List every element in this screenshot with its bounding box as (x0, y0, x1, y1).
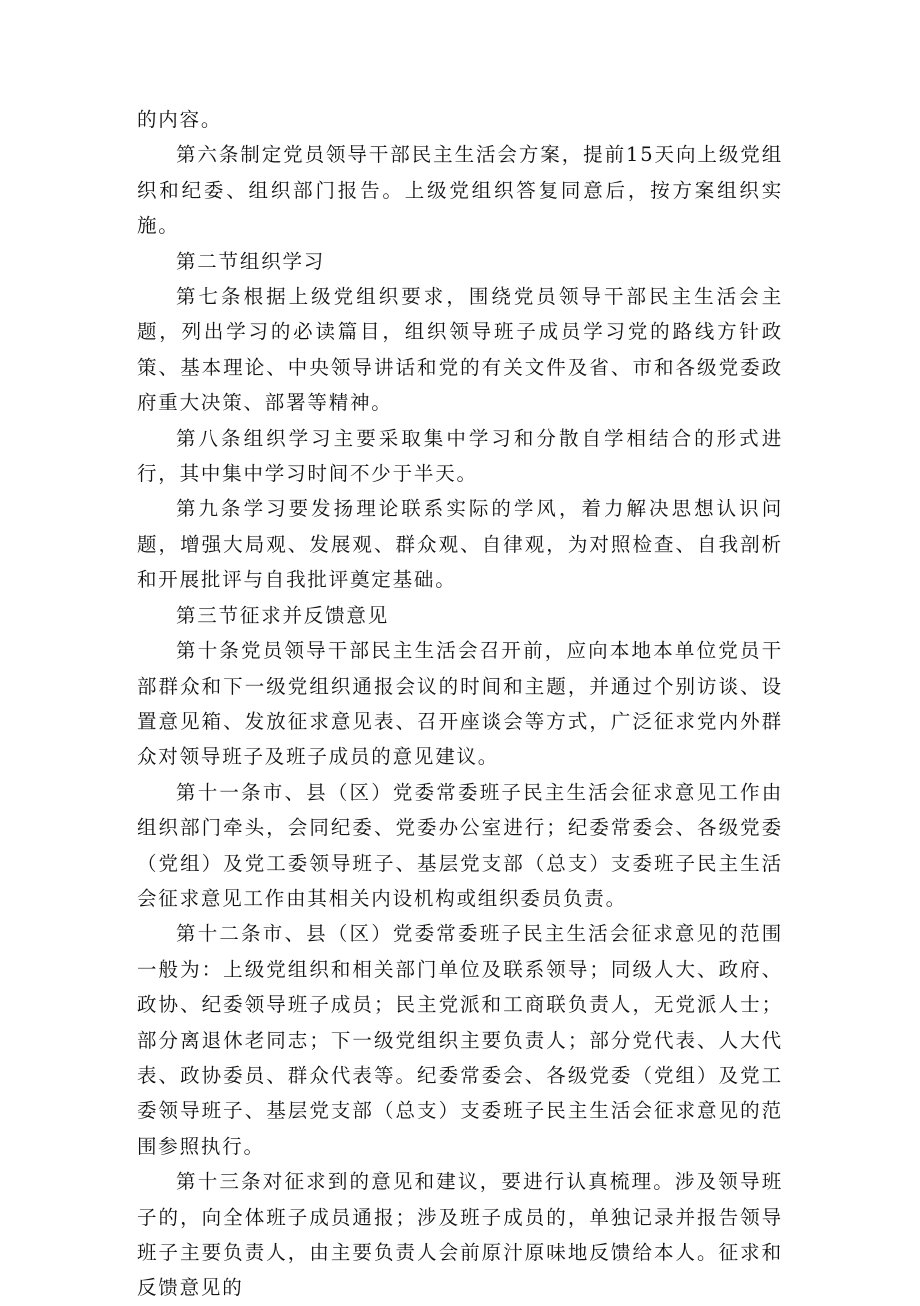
article-10-paragraph: 第十条党员领导干部民主生活会召开前，应向本地本单位党员干部群众和下一级党组织通报会议的时间和主题，并通过个别访谈、设置意见箱、发放征求意见表、召开座谈会等方式，广泛征求党内外群众对领导班子及班子成员的意见建议。 (137, 639, 783, 769)
article-8-paragraph: 第八条组织学习主要采取集中学习和分散自学相结合的形式进行，其中集中学习时间不少于半天。 (137, 426, 783, 486)
article-11-paragraph: 第十一条市、县（区）党委常委班子民主生活会征求意见工作由组织部门牵头，会同纪委、党委办公室进行；纪委常委会、各级党委（党组）及党工委领导班子、基层党支部（总支）支委班子民主生活会征求意见工作由其相关内设机构或组织委员负责。 (137, 780, 783, 910)
paragraph-continuation: 的内容。 (137, 108, 223, 131)
article-13-paragraph: 第十三条对征求到的意见和建议，要进行认真梳理。涉及领导班子的，向全体班子成员通报；涉及班子成员的，单独记录并报告领导班子主要负责人，由主要负责人会前原汁原味地反馈给本人。征求和反馈意见的 (137, 1170, 783, 1300)
document-page (137, 102, 783, 1306)
section-heading-solicit-feedback: 第三节征求并反馈意见 (176, 603, 390, 627)
article-9-paragraph: 第九条学习要发扬理论联系实际的学风，着力解决思想认识问题，增强大局观、发展观、群众观、自律观，为对照检查、自我剖析和开展批评与自我批评奠定基础。 (137, 497, 783, 592)
article-12-paragraph: 第十二条市、县（区）党委常委班子民主生活会征求意见的范围一般为：上级党组织和相关部门单位及联系领导；同级人大、政府、政协、纪委领导班子成员；民主党派和工商联负责人，无党派人士；部分离退休老同志；下一级党组织主要负责人；部分党代表、人大代表、政协委员、群众代表等。纪委常委会、各级党委（党组）及党工委领导班子、基层党支部（总支）支委班子民主生活会征求意见的范围参照执行。 (137, 922, 783, 1158)
article-6-paragraph: 第六条制定党员领导干部民主生活会方案，提前15天向上级党组织和纪委、组织部门报告。上级党组织答复同意后，按方案组织实施。 (137, 143, 783, 238)
article-7-paragraph: 第七条根据上级党组织要求，围绕党员领导干部民主生活会主题，列出学习的必读篇目，组织领导班子成员学习党的路线方针政策、基本理论、中央领导讲话和党的有关文件及省、市和各级党委政府重大决策、部署等精神。 (137, 285, 783, 415)
section-heading-organize-study: 第二节组织学习 (176, 249, 326, 273)
